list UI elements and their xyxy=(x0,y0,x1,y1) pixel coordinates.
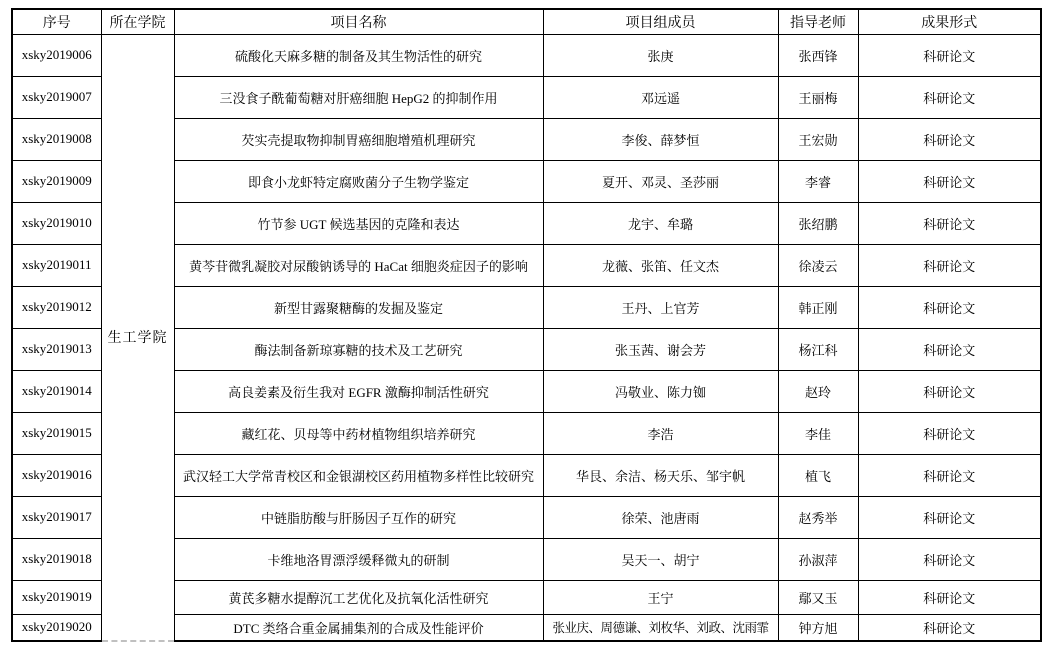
project-id-cell: xsky2019014 xyxy=(12,370,101,412)
header-serial-number: 序号 xyxy=(12,9,101,34)
members-cell: 张庚 xyxy=(543,34,778,76)
members-cell: 龙宇、牟璐 xyxy=(543,202,778,244)
members-cell: 张玉茜、谢会芳 xyxy=(543,328,778,370)
table-row xyxy=(12,34,1041,76)
outcome-cell: 科研论文 xyxy=(858,580,1041,614)
teacher-cell: 钟方旭 xyxy=(778,614,858,641)
outcome-cell: 科研论文 xyxy=(858,286,1041,328)
teacher-cell: 张绍鹏 xyxy=(778,202,858,244)
project-name-cell: 中链脂肪酸与肝肠因子互作的研究 xyxy=(174,496,543,538)
members-cell: 龙薇、张笛、任文杰 xyxy=(543,244,778,286)
project-id-cell: xsky2019017 xyxy=(12,496,101,538)
header-college: 所在学院 xyxy=(101,9,174,34)
outcome-cell: 科研论文 xyxy=(858,76,1041,118)
members-cell: 李俊、薛梦恒 xyxy=(543,118,778,160)
outcome-cell: 科研论文 xyxy=(858,202,1041,244)
teacher-cell: 王宏勋 xyxy=(778,118,858,160)
header-advisor: 指导老师 xyxy=(778,9,858,34)
outcome-cell: 科研论文 xyxy=(858,614,1041,641)
teacher-cell: 李佳 xyxy=(778,412,858,454)
teacher-cell: 韩正刚 xyxy=(778,286,858,328)
project-id-cell: xsky2019018 xyxy=(12,538,101,580)
project-id-cell: xsky2019009 xyxy=(12,160,101,202)
project-id-cell: xsky2019010 xyxy=(12,202,101,244)
teacher-cell: 植飞 xyxy=(778,454,858,496)
outcome-cell: 科研论文 xyxy=(858,160,1041,202)
project-id-cell: xsky2019020 xyxy=(12,614,101,641)
project-name-cell: 黄芩苷微乳凝胶对尿酸钠诱导的 HaCat 细胞炎症因子的影响 xyxy=(174,244,543,286)
teacher-cell: 赵秀举 xyxy=(778,496,858,538)
outcome-cell: 科研论文 xyxy=(858,34,1041,76)
members-cell: 李浩 xyxy=(543,412,778,454)
teacher-cell: 孙淑萍 xyxy=(778,538,858,580)
outcome-cell: 科研论文 xyxy=(858,118,1041,160)
teacher-cell: 李睿 xyxy=(778,160,858,202)
teacher-cell: 徐凌云 xyxy=(778,244,858,286)
members-cell: 邓远遥 xyxy=(543,76,778,118)
project-name-cell: 竹节参 UGT 候选基因的克隆和表达 xyxy=(174,202,543,244)
members-cell: 张业庆、周德谦、刘枚华、刘政、沈雨霏 xyxy=(543,614,778,641)
project-id-cell: xsky2019011 xyxy=(12,244,101,286)
project-id-cell: xsky2019013 xyxy=(12,328,101,370)
members-cell: 夏开、邓灵、圣莎丽 xyxy=(543,160,778,202)
project-id-cell: xsky2019007 xyxy=(12,76,101,118)
project-name-cell: 高良姜素及衍生我对 EGFR 激酶抑制活性研究 xyxy=(174,370,543,412)
members-cell: 冯敬业、陈力铷 xyxy=(543,370,778,412)
members-cell: 华艮、余洁、杨天乐、邹宇帆 xyxy=(543,454,778,496)
members-cell: 吴天一、胡宁 xyxy=(543,538,778,580)
outcome-cell: 科研论文 xyxy=(858,496,1041,538)
project-name-cell: 芡实壳提取物抑制胃癌细胞增殖机理研究 xyxy=(174,118,543,160)
projects-table-container xyxy=(11,8,1042,642)
outcome-cell: 科研论文 xyxy=(858,370,1041,412)
outcome-cell: 科研论文 xyxy=(858,454,1041,496)
projects-table xyxy=(11,8,1042,642)
header-row xyxy=(12,9,1041,34)
project-id-cell: xsky2019019 xyxy=(12,580,101,614)
members-cell: 王丹、上官芳 xyxy=(543,286,778,328)
project-name-cell: DTC 类络合重金属捕集剂的合成及性能评价 xyxy=(174,614,543,641)
table-header xyxy=(12,9,1041,34)
members-cell: 王宁 xyxy=(543,580,778,614)
outcome-cell: 科研论文 xyxy=(858,328,1041,370)
outcome-cell: 科研论文 xyxy=(858,538,1041,580)
project-name-cell: 藏红花、贝母等中药材植物组织培养研究 xyxy=(174,412,543,454)
teacher-cell: 王丽梅 xyxy=(778,76,858,118)
project-name-cell: 武汉轻工大学常青校区和金银湖校区药用植物多样性比较研究 xyxy=(174,454,543,496)
project-id-cell: xsky2019012 xyxy=(12,286,101,328)
project-name-cell: 酶法制备新琼寡糖的技术及工艺研究 xyxy=(174,328,543,370)
project-id-cell: xsky2019006 xyxy=(12,34,101,76)
project-name-cell: 三没食子酰葡萄糖对肝癌细胞 HepG2 的抑制作用 xyxy=(174,76,543,118)
header-project-name: 项目名称 xyxy=(174,9,543,34)
outcome-cell: 科研论文 xyxy=(858,412,1041,454)
project-name-cell: 黄芪多糖水提醇沉工艺优化及抗氧化活性研究 xyxy=(174,580,543,614)
teacher-cell: 杨江科 xyxy=(778,328,858,370)
project-id-cell: xsky2019015 xyxy=(12,412,101,454)
project-id-cell: xsky2019016 xyxy=(12,454,101,496)
college-cell: 生工学院 xyxy=(101,34,174,641)
table-body xyxy=(12,34,1041,641)
members-cell: 徐荣、池唐雨 xyxy=(543,496,778,538)
project-name-cell: 新型甘露聚糖酶的发掘及鉴定 xyxy=(174,286,543,328)
teacher-cell: 赵玲 xyxy=(778,370,858,412)
teacher-cell: 鄢又玉 xyxy=(778,580,858,614)
project-id-cell: xsky2019008 xyxy=(12,118,101,160)
project-name-cell: 硫酸化天麻多糖的制备及其生物活性的研究 xyxy=(174,34,543,76)
project-name-cell: 即食小龙虾特定腐败菌分子生物学鉴定 xyxy=(174,160,543,202)
header-outcome-form: 成果形式 xyxy=(858,9,1041,34)
header-project-members: 项目组成员 xyxy=(543,9,778,34)
outcome-cell: 科研论文 xyxy=(858,244,1041,286)
teacher-cell: 张西锋 xyxy=(778,34,858,76)
project-name-cell: 卡维地洛胃漂浮缓释微丸的研制 xyxy=(174,538,543,580)
